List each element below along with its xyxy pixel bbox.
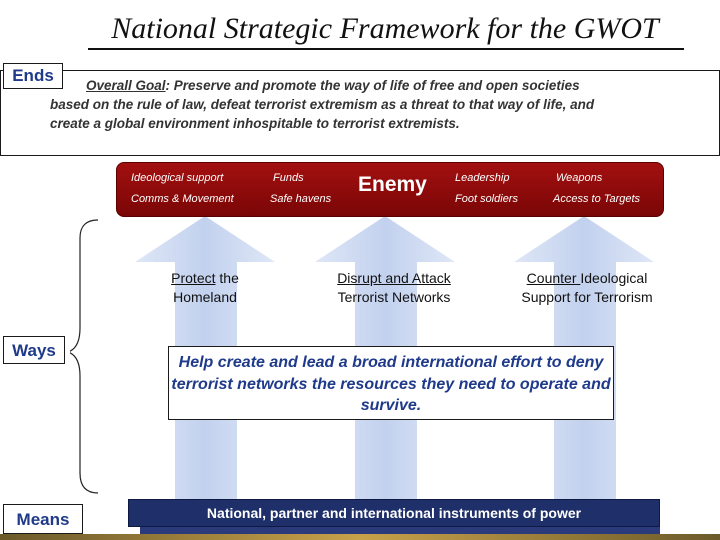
overall-goal-label: Overall Goal: [86, 78, 166, 93]
means-label: Means: [3, 504, 83, 534]
enemy-element: Ideological support: [131, 172, 224, 184]
ways-bracket: [70, 218, 110, 498]
enemy-element: Comms & Movement: [131, 193, 234, 205]
effort-box: Help create and lead a broad international effort to deny terrorist networks the resources they need to operate and survive.: [168, 346, 614, 420]
enemy-element: Foot soldiers: [455, 193, 518, 205]
enemy-element: Weapons: [556, 172, 603, 184]
means-base-strip: [140, 527, 660, 534]
enemy-element: Access to Targets: [553, 193, 641, 205]
instruments-of-power-bar: National, partner and international instruments of power: [128, 499, 660, 527]
enemy-title: Enemy: [358, 173, 427, 196]
ends-label: Ends: [3, 63, 63, 89]
page-title: National Strategic Framework for the GWOT: [111, 12, 659, 45]
ways-label: Ways: [3, 336, 65, 364]
enemy-element: Leadership: [455, 172, 510, 184]
footer-strip: [0, 534, 720, 540]
overall-goal-text: Overall Goal: Preserve and promote the way of life of free and open societies based on the rule of law, defeat terrorist extremism as a threat to that way of life, and create a global environment inhospitable to terrorist extremists.: [50, 78, 595, 131]
way-protect-homeland: Protect the Homeland: [171, 270, 239, 305]
way-counter-ideology: Counter Ideological Support for Terrorism: [521, 270, 653, 305]
way-disrupt-attack: Disrupt and Attack Terrorist Networks: [337, 270, 451, 305]
title-underline: [88, 48, 684, 50]
enemy-element: Safe havens: [270, 193, 332, 205]
enemy-element: Funds: [273, 172, 304, 184]
